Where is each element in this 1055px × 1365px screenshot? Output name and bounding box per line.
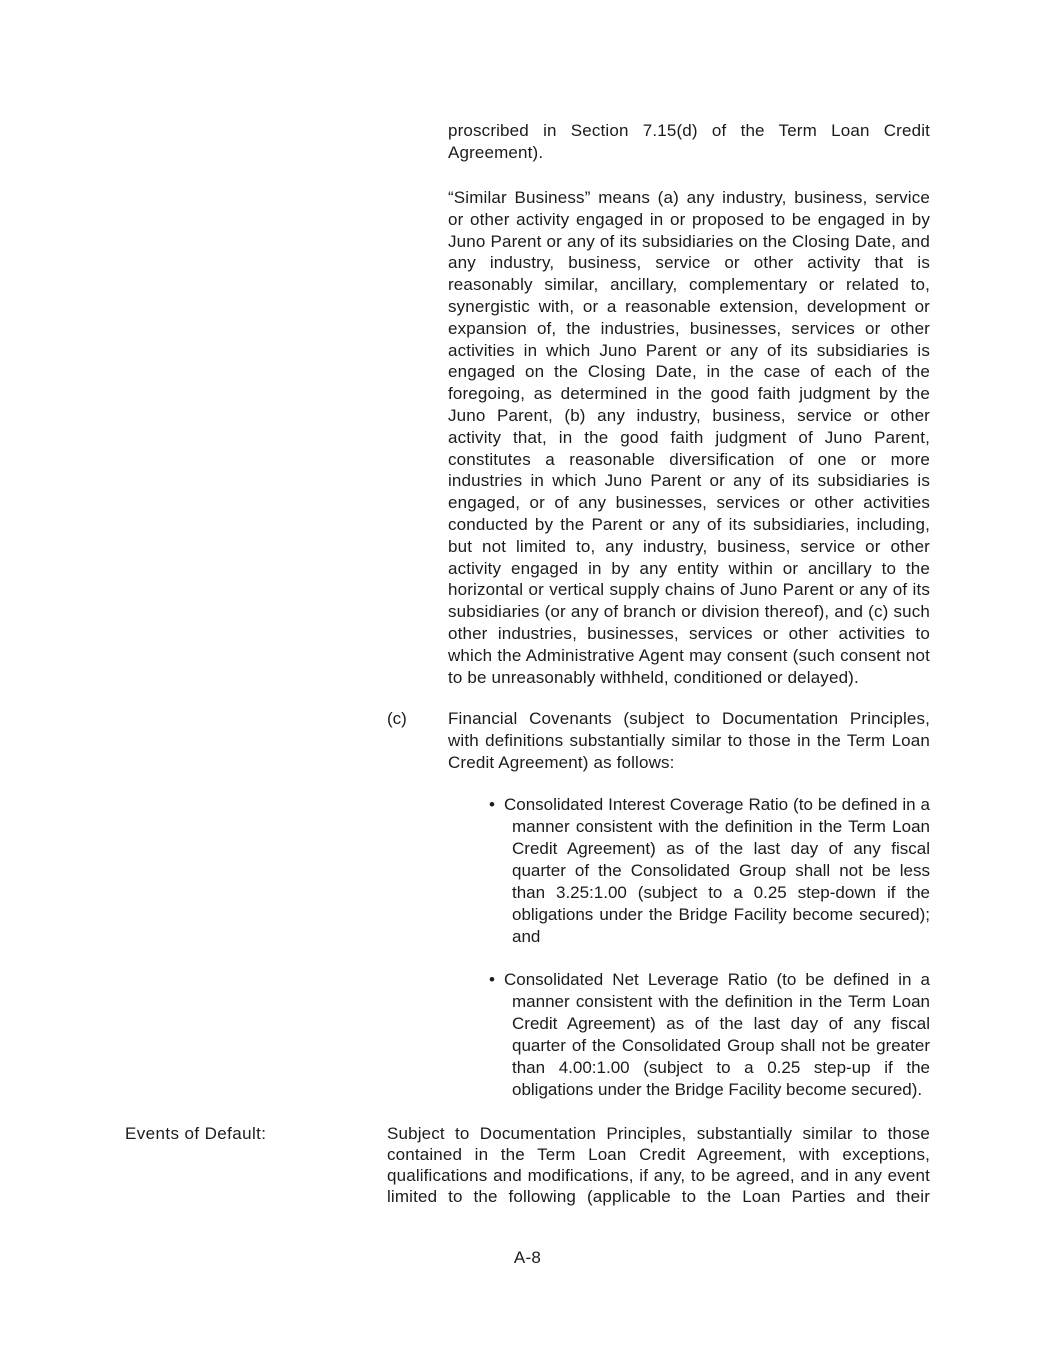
net-leverage-ratio-bullet: Consolidated Net Leverage Ratio (to be defined in a manner consistent with the definition in the Term Loan Credit Agreement) as of the last day of any fiscal quarter of the Consolidated Group shall not be greater than 4.00:1.00 (subject to a 0.25 step-up if the obligations under the Bridge Facility become secured). (504, 970, 930, 1099)
events-of-default-label: Events of Default: (125, 1124, 267, 1143)
similar-business-definition-paragraph: “Similar Business” means (a) any industry, business, service or other activity engaged in or proposed to be engaged in by Juno Parent or any of its subsidiaries on the Closing Date, and any industry, business, service or other activity that is reasonably similar, ancillary, complementary or related to, synergistic with, or a reasonable extension, development or expansion of, the industries, businesses, services or other activities in which Juno Parent or any of its subsidiaries is engaged on the Closing Date, in the case of each of the foregoing, as determined in the good faith judgment by the Juno Parent, (b) any industry, business, service or other activity that, in the good faith judgment of Juno Parent, constitutes a reasonable diversification of one or more industries in which Juno Parent or any of its subsidiaries is engaged, or of any businesses, services or other activities conducted by the Parent or any of its subsidiaries, including, but not limited to, any industry, business, service or other activity engaged in by any entity within or ancillary to the horizontal or vertical supply chains of Juno Parent or any of its subsidiaries (or any of branch or division thereof), and (c) such other industries, businesses, services or other activities to which the Administrative Agent may consent (such consent not to be unreasonably withheld, conditioned or delayed). (448, 188, 930, 687)
bullet-icon: • (489, 795, 495, 814)
financial-covenants-paragraph: Financial Covenants (subject to Documentation Principles, with definitions substantially similar to those in the Term Loan Credit Agreement) as follows: (448, 709, 930, 772)
bullet-icon: • (489, 970, 495, 989)
item-c-marker: (c) (387, 709, 407, 728)
intro-continuation-paragraph: proscribed in Section 7.15(d) of the Term Loan Credit Agreement). (448, 121, 930, 162)
interest-coverage-ratio-bullet: Consolidated Interest Coverage Ratio (to be defined in a manner consistent with the definition in the Term Loan Credit Agreement) as of the last day of any fiscal quarter of the Consolidated Group shall not be less than 3.25:1.00 (subject to a 0.25 step-down if the obligations under the Bridge Facility become secured); and (504, 795, 930, 946)
events-of-default-paragraph: Subject to Documentation Principles, substantially similar to those contained in the Term Loan Credit Agreement, with exceptions, qualifications and modifications, if any, to be agreed, and in any event limited to the following (applicable to the Loan Parties and their (387, 1124, 930, 1206)
page-number: A-8 (513, 1248, 542, 1267)
